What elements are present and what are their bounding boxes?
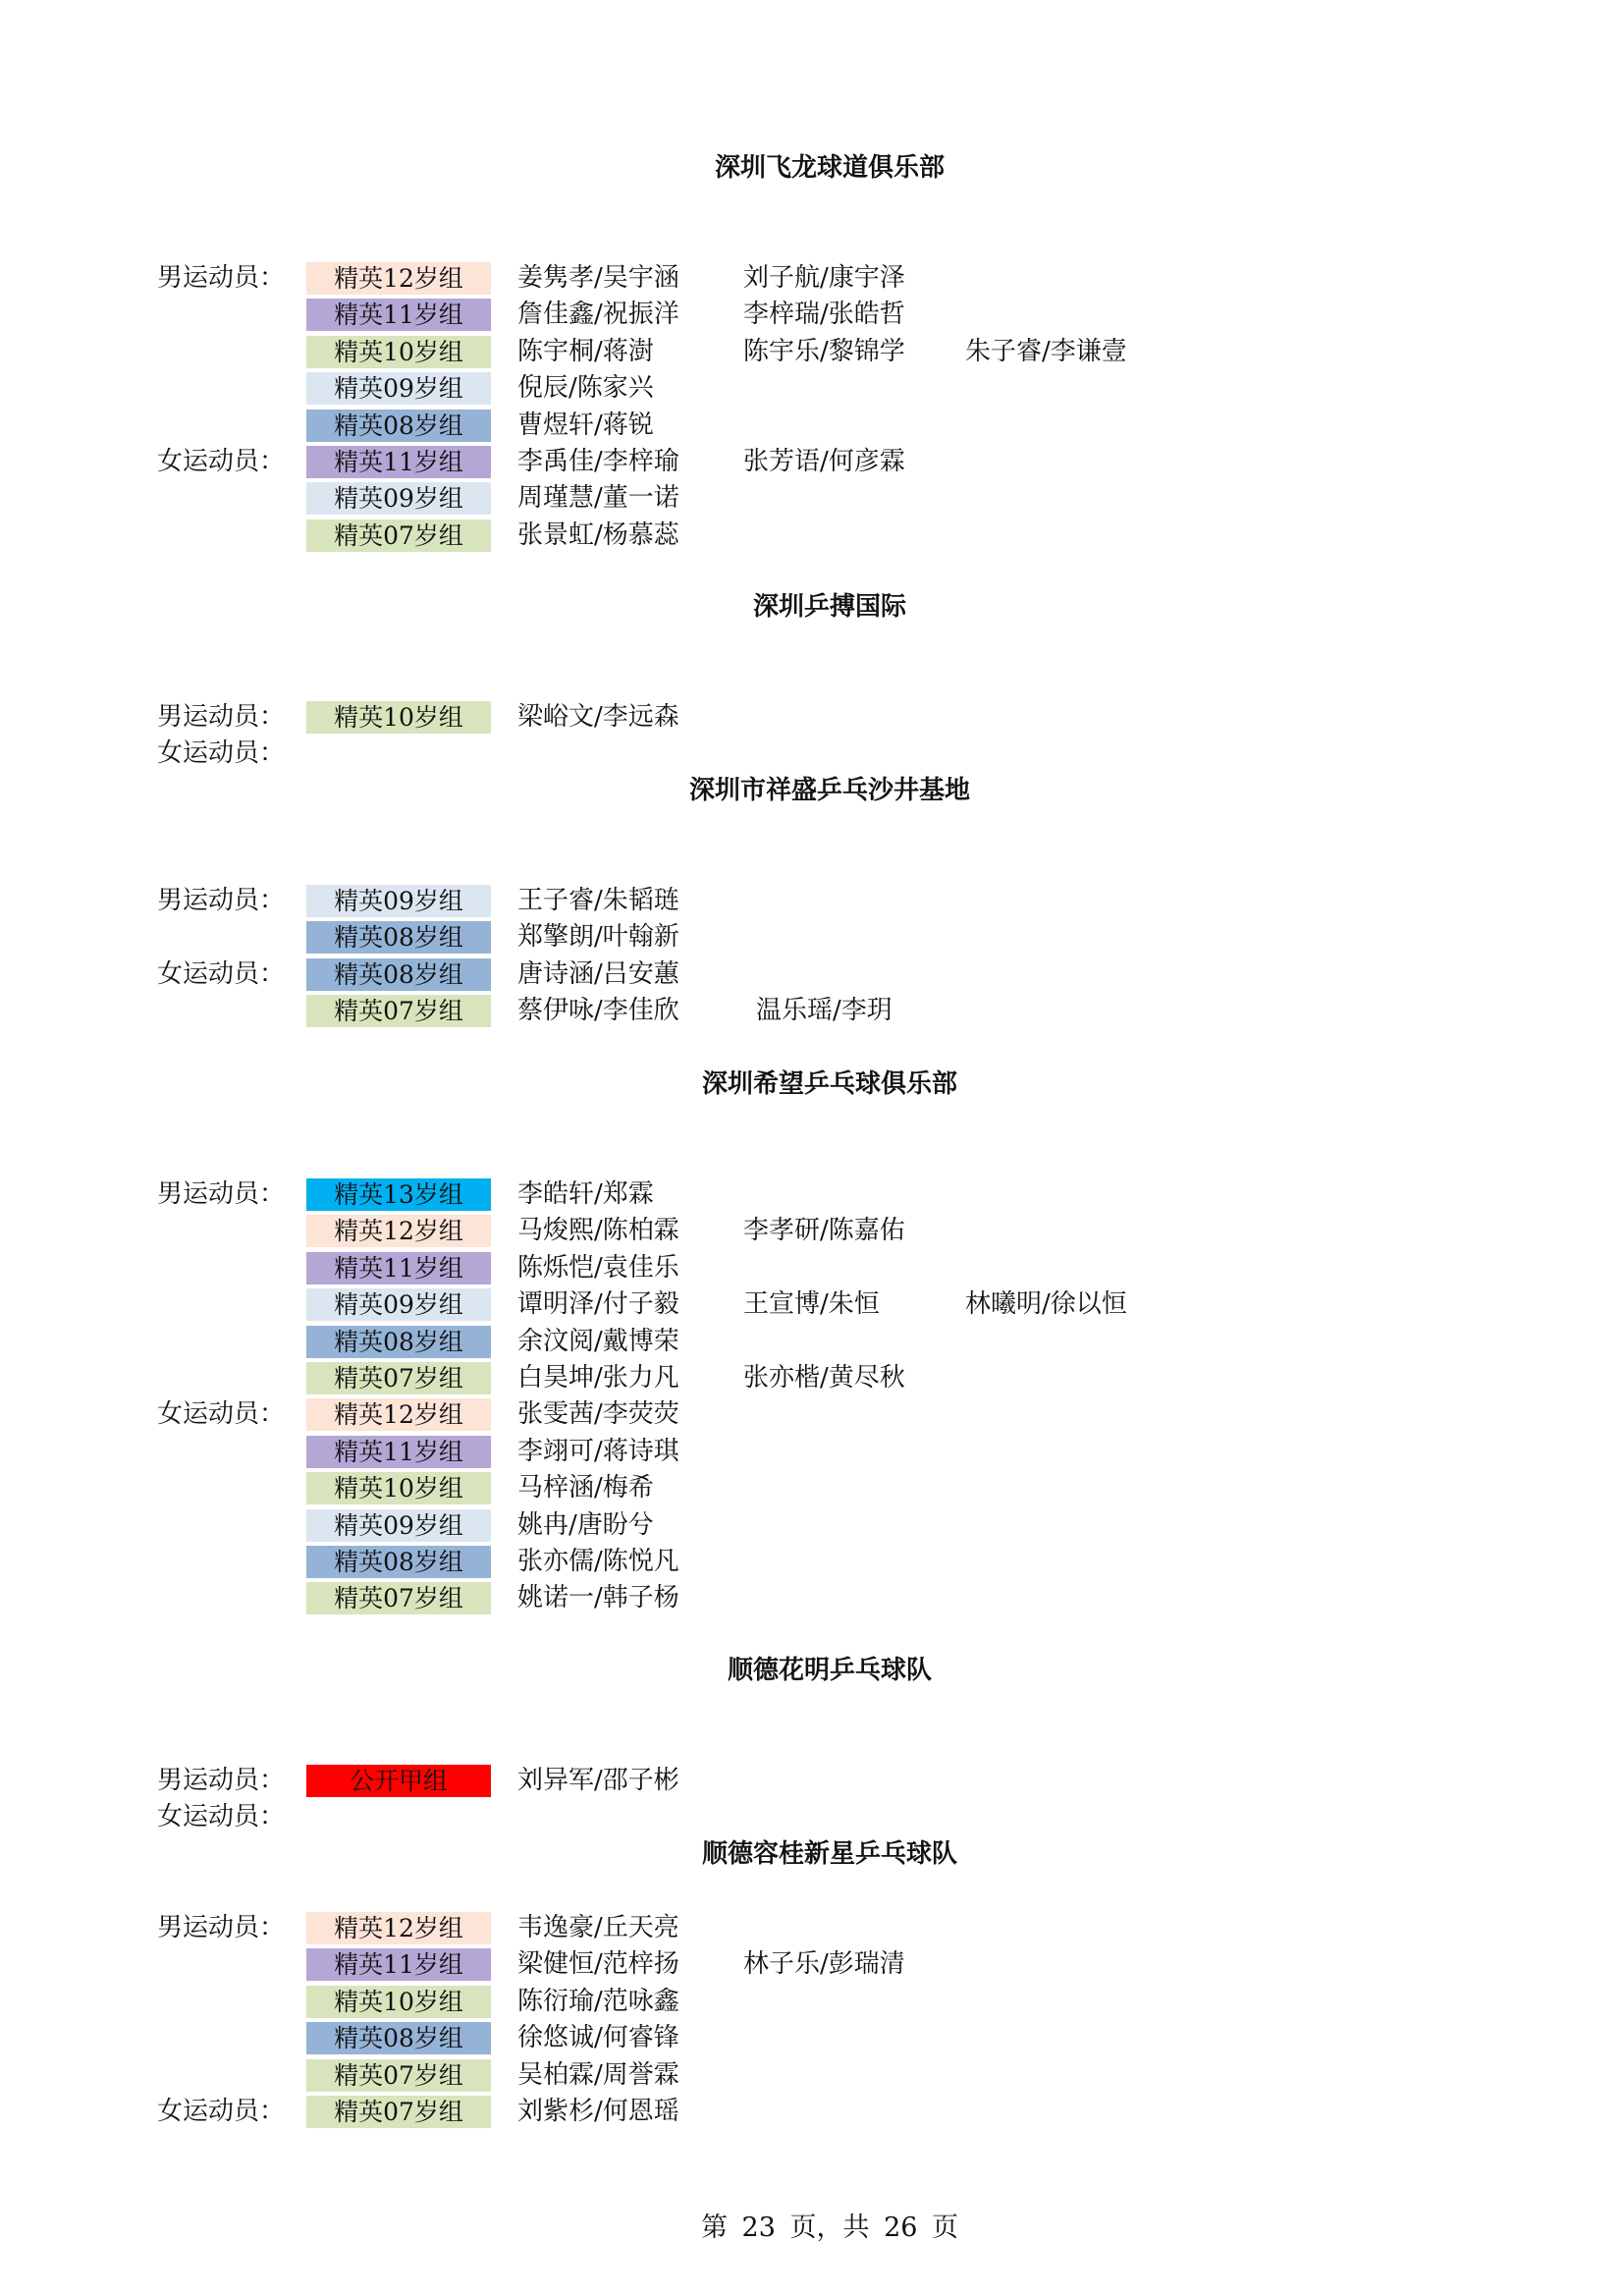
doubles-pair: 李皓轩/郑霖 <box>517 1179 654 1209</box>
roster-row <box>0 480 1623 516</box>
roster-row <box>0 2094 1623 2129</box>
doubles-pair: 王宣博/朱恒 <box>743 1289 880 1320</box>
doubles-pair: 张亦儒/陈悦凡 <box>517 1547 679 1576</box>
roster-row <box>0 1910 1623 1945</box>
roster-row <box>0 1946 1623 1982</box>
doubles-pair: 张雯茜/李荧荧 <box>517 1399 679 1430</box>
age-group-cell: 精英08岁组 <box>306 1546 491 1578</box>
doubles-pair: 倪辰/陈家兴 <box>517 373 654 404</box>
age-group-cell: 精英09岁组 <box>306 885 491 917</box>
roster-row <box>0 736 1623 771</box>
doubles-pair: 陈烁恺/袁佳乐 <box>517 1252 679 1283</box>
doubles-pair: 王子睿/朱韬琏 <box>517 886 679 915</box>
age-group-cell: 精英09岁组 <box>306 372 491 405</box>
age-group-cell: 精英08岁组 <box>306 921 491 954</box>
club-title: 深圳乒搏国际 <box>752 592 906 622</box>
age-group-cell: 精英11岁组 <box>306 1948 491 1981</box>
club-title: 深圳飞龙球道俱乐部 <box>714 153 945 183</box>
roster-row <box>0 2057 1623 2093</box>
doubles-pair: 姚诺一/韩子杨 <box>517 1583 679 1613</box>
female-athletes-label: 女运动员： <box>157 738 286 769</box>
club-title: 深圳市祥盛乒乓沙井基地 <box>688 776 970 805</box>
roster-row <box>0 1286 1623 1322</box>
doubles-pair: 姜隽孝/吴宇涵 <box>517 263 679 293</box>
doubles-pair: 陈宇乐/黎锦学 <box>743 336 905 366</box>
female-athletes-label: 女运动员： <box>157 2097 286 2126</box>
roster-row <box>0 1396 1623 1432</box>
roster-row <box>0 1544 1623 1579</box>
age-group-cell: 精英12岁组 <box>306 262 491 295</box>
doubles-pair: 李禹佳/李梓瑜 <box>517 447 679 476</box>
roster-row <box>0 993 1623 1028</box>
doubles-pair: 李孝研/陈嘉佑 <box>743 1216 905 1246</box>
roster-row <box>0 297 1623 332</box>
roster-row <box>0 1580 1623 1615</box>
doubles-pair: 林子乐/彭瑞清 <box>743 1949 905 1980</box>
doubles-pair: 刘紫杉/何恩瑶 <box>517 2097 679 2126</box>
male-athletes-label: 男运动员： <box>157 702 286 732</box>
age-group-cell: 精英07岁组 <box>306 1362 491 1394</box>
doubles-pair: 林曦明/徐以恒 <box>965 1289 1127 1320</box>
doubles-pair: 张芳语/何彦霖 <box>743 447 905 476</box>
doubles-pair: 李梓瑞/张皓哲 <box>743 300 905 330</box>
age-group-cell: 精英11岁组 <box>306 299 491 331</box>
roster-row <box>0 1176 1623 1212</box>
male-athletes-label: 男运动员： <box>157 263 286 293</box>
female-athletes-label: 女运动员： <box>157 447 286 476</box>
doubles-pair: 周瑾慧/董一诺 <box>517 483 679 514</box>
roster-row <box>0 919 1623 955</box>
age-group-cell: 精英11岁组 <box>306 446 491 478</box>
roster-row <box>0 1324 1623 1359</box>
doubles-pair: 詹佳鑫/祝振洋 <box>517 300 679 330</box>
age-group-cell: 精英07岁组 <box>306 2059 491 2092</box>
roster-row <box>0 1799 1623 1834</box>
male-athletes-label: 男运动员： <box>157 1766 286 1795</box>
doubles-pair: 刘异军/邵子彬 <box>517 1766 679 1795</box>
age-group-cell: 精英09岁组 <box>306 1509 491 1542</box>
roster-row <box>0 2020 1623 2055</box>
age-group-cell: 精英08岁组 <box>306 2022 491 2054</box>
doubles-pair: 唐诗涵/吕安蕙 <box>517 958 679 989</box>
roster-row <box>0 444 1623 479</box>
roster-row <box>0 260 1623 296</box>
roster-row <box>0 957 1623 992</box>
doubles-pair: 徐悠诚/何睿锋 <box>517 2023 679 2053</box>
age-group-cell: 精英10岁组 <box>306 1986 491 2018</box>
age-group-cell: 精英10岁组 <box>306 701 491 734</box>
page-footer: 第 23 页，共 26 页 <box>700 2213 959 2243</box>
doubles-pair: 马焌熙/陈柏霖 <box>517 1216 679 1246</box>
age-group-cell: 精英11岁组 <box>306 1252 491 1285</box>
club-title: 深圳希望乒乓球俱乐部 <box>701 1069 957 1099</box>
roster-row <box>0 1360 1623 1395</box>
male-athletes-label: 男运动员： <box>157 886 286 915</box>
roster-row <box>0 1434 1623 1469</box>
doubles-pair: 吴柏霖/周誉霖 <box>517 2059 679 2090</box>
doubles-pair: 朱子睿/李谦壹 <box>965 336 1127 366</box>
age-group-cell: 精英07岁组 <box>306 519 491 552</box>
roster-row <box>0 408 1623 443</box>
roster-row <box>0 370 1623 406</box>
age-group-cell: 精英12岁组 <box>306 1912 491 1944</box>
doubles-pair: 温乐瑶/李玥 <box>756 996 893 1026</box>
age-group-cell: 精英08岁组 <box>306 410 491 442</box>
age-group-cell: 精英11岁组 <box>306 1436 491 1468</box>
doubles-pair: 姚冉/唐盼兮 <box>517 1509 654 1540</box>
age-group-cell: 精英12岁组 <box>306 1215 491 1247</box>
doubles-pair: 张亦楷/黄尽秋 <box>743 1363 905 1393</box>
doubles-pair: 马梓涵/梅希 <box>517 1473 654 1503</box>
roster-row <box>0 1984 1623 2019</box>
roster-row <box>0 883 1623 918</box>
age-group-cell: 精英08岁组 <box>306 1326 491 1358</box>
doubles-pair: 李翊可/蒋诗琪 <box>517 1436 679 1466</box>
doubles-pair: 梁峪文/李远森 <box>517 702 679 732</box>
doubles-pair: 陈宇桐/蒋澍 <box>517 336 654 366</box>
age-group-cell: 精英07岁组 <box>306 1582 491 1614</box>
doubles-pair: 陈衍瑜/范咏鑫 <box>517 1986 679 2016</box>
roster-row <box>0 1507 1623 1543</box>
doubles-pair: 白昊坤/张力凡 <box>517 1363 679 1393</box>
doubles-pair: 郑擎朗/叶翰新 <box>517 922 679 953</box>
age-group-cell: 精英07岁组 <box>306 2096 491 2128</box>
age-group-cell: 精英09岁组 <box>306 1288 491 1321</box>
age-group-cell: 精英08岁组 <box>306 958 491 991</box>
age-group-cell: 精英10岁组 <box>306 336 491 368</box>
roster-row <box>0 1250 1623 1285</box>
age-group-cell: 精英10岁组 <box>306 1472 491 1504</box>
age-group-cell: 公开甲组 <box>306 1765 491 1797</box>
roster-row <box>0 334 1623 369</box>
roster-row <box>0 699 1623 735</box>
doubles-pair: 谭明泽/付子毅 <box>517 1289 679 1320</box>
roster-row <box>0 1470 1623 1505</box>
doubles-pair: 余汶阅/戴博荣 <box>517 1326 679 1356</box>
club-title: 顺德容桂新星乒乓球队 <box>701 1839 957 1869</box>
male-athletes-label: 男运动员： <box>157 1179 286 1209</box>
doubles-pair: 刘子航/康宇泽 <box>743 263 905 293</box>
club-title: 顺德花明乒乓球队 <box>727 1656 932 1685</box>
male-athletes-label: 男运动员： <box>157 1913 286 1942</box>
doubles-pair: 韦逸豪/丘天亮 <box>517 1913 679 1942</box>
doubles-pair: 蔡伊咏/李佳欣 <box>517 996 679 1026</box>
doubles-pair: 梁健恒/范梓扬 <box>517 1949 679 1980</box>
age-group-cell: 精英09岁组 <box>306 482 491 515</box>
roster-row <box>0 1213 1623 1248</box>
female-athletes-label: 女运动员： <box>157 1399 286 1430</box>
roster-row <box>0 1763 1623 1798</box>
doubles-pair: 张景虹/杨慕蕊 <box>517 519 679 550</box>
female-athletes-label: 女运动员： <box>157 1802 286 1832</box>
age-group-cell: 精英07岁组 <box>306 995 491 1027</box>
age-group-cell: 精英12岁组 <box>306 1398 491 1431</box>
roster-row <box>0 518 1623 553</box>
age-group-cell: 精英13岁组 <box>306 1178 491 1211</box>
female-athletes-label: 女运动员： <box>157 958 286 989</box>
doubles-pair: 曹煜轩/蒋锐 <box>517 410 654 440</box>
